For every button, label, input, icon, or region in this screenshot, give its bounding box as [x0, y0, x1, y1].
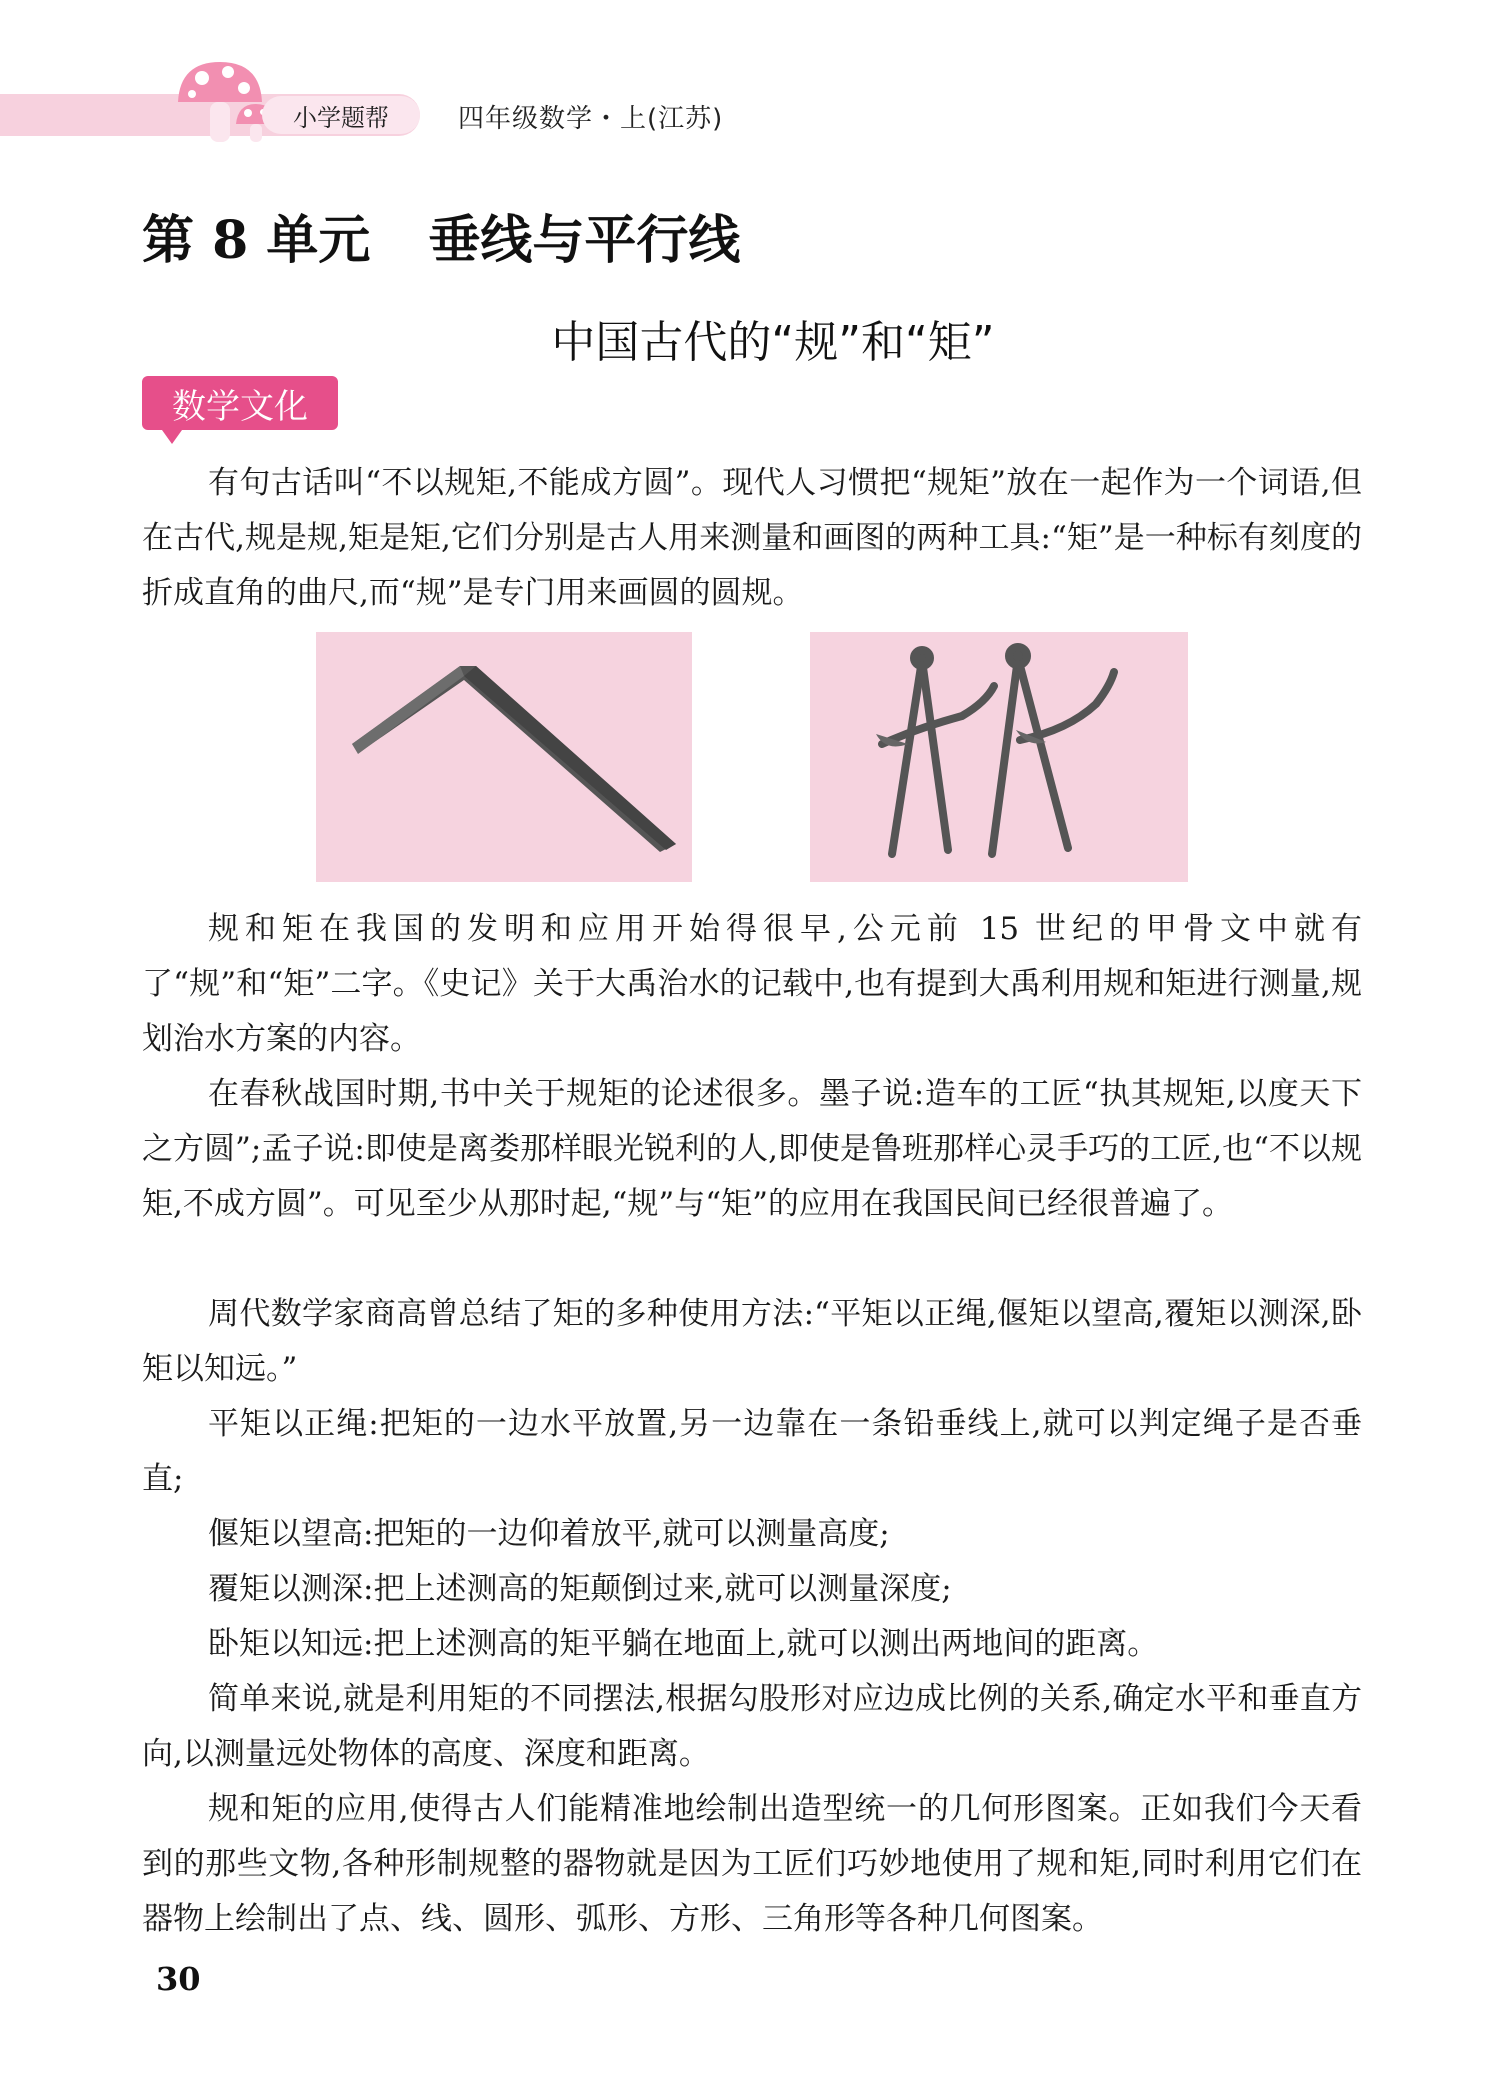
- unit-number: 第 8 单元: [142, 210, 371, 271]
- unit-title: 垂线与平行线: [428, 210, 741, 271]
- article-title: 中国古代的“规”和“矩”: [551, 317, 995, 368]
- paragraph-intro: 有句古话叫“不以规矩,不能成方圆”。现代人习惯把“规矩”放在一起作为一个词语,但在古代,规是规,矩是矩,它们分别是古人用来测量和画图的两种工具:“矩”是一种标有刻度的折成直角的曲尺,而“规”是专门用来画圆的圆规。: [142, 465, 1362, 611]
- line-wo-ju: 卧矩以知远:把上述测高的矩平躺在地面上,就可以测出两地间的距离。: [208, 1626, 1159, 1662]
- carpenter-square-icon: [316, 632, 692, 882]
- section-label: 数学文化: [142, 376, 338, 430]
- paragraph-shang-gao: 周代数学家商高曾总结了矩的多种使用方法:“平矩以正绳,偃矩以望高,覆矩以测深,卧矩以知远。”: [142, 1296, 1362, 1387]
- figure-gui: [810, 632, 1188, 882]
- line-yan-ju: 偃矩以望高:把矩的一边仰着放平,就可以测量高度;: [208, 1516, 890, 1552]
- paragraph-warring-states: 在春秋战国时期,书中关于规矩的论述很多。墨子说:造车的工匠“执其规矩,以度天下之方圆”;孟子说:即使是离娄那样眼光锐利的人,即使是鲁班那样心灵手巧的工匠,也“不以规矩,不成方圆”。可见至少从那时起,“规”与“矩”的应用在我国民间已经很普遍了。: [142, 1076, 1362, 1222]
- page-number: 30: [156, 1960, 201, 1998]
- line-fu-ju: 覆矩以测深:把上述测高的矩颠倒过来,就可以测量深度;: [208, 1571, 952, 1607]
- paragraph-ping-ju: 平矩以正绳:把矩的一边水平放置,另一边靠在一条铅垂线上,就可以判定绳子是否垂直;: [142, 1406, 1362, 1497]
- figure-ju: [316, 632, 692, 882]
- paragraph-summary: 简单来说,就是利用矩的不同摆法,根据勾股形对应边成比例的关系,确定水平和垂直方向,以测量远处物体的高度、深度和距离。: [142, 1681, 1362, 1772]
- paragraph-history: 规和矩在我国的发明和应用开始得很早,公元前 15 世纪的甲骨文中就有了“规”和“矩”二字。《史记》关于大禹治水的记载中,也有提到大禹利用规和矩进行测量,规划治水方案的内容。: [142, 911, 1362, 1057]
- paragraph-application: 规和矩的应用,使得古人们能精准地绘制出造型统一的几何形图案。正如我们今天看到的那些文物,各种形制规整的器物就是因为工匠们巧妙地使用了规和矩,同时利用它们在器物上绘制出了点、线、圆形、弧形、方形、三角形等各种几何图案。: [142, 1791, 1362, 1937]
- series-tag: 小学题帮: [262, 96, 420, 134]
- compasses-icon: [810, 632, 1188, 882]
- book-title: 四年级数学・上(江苏): [458, 104, 724, 134]
- unit-heading: [142, 198, 740, 273]
